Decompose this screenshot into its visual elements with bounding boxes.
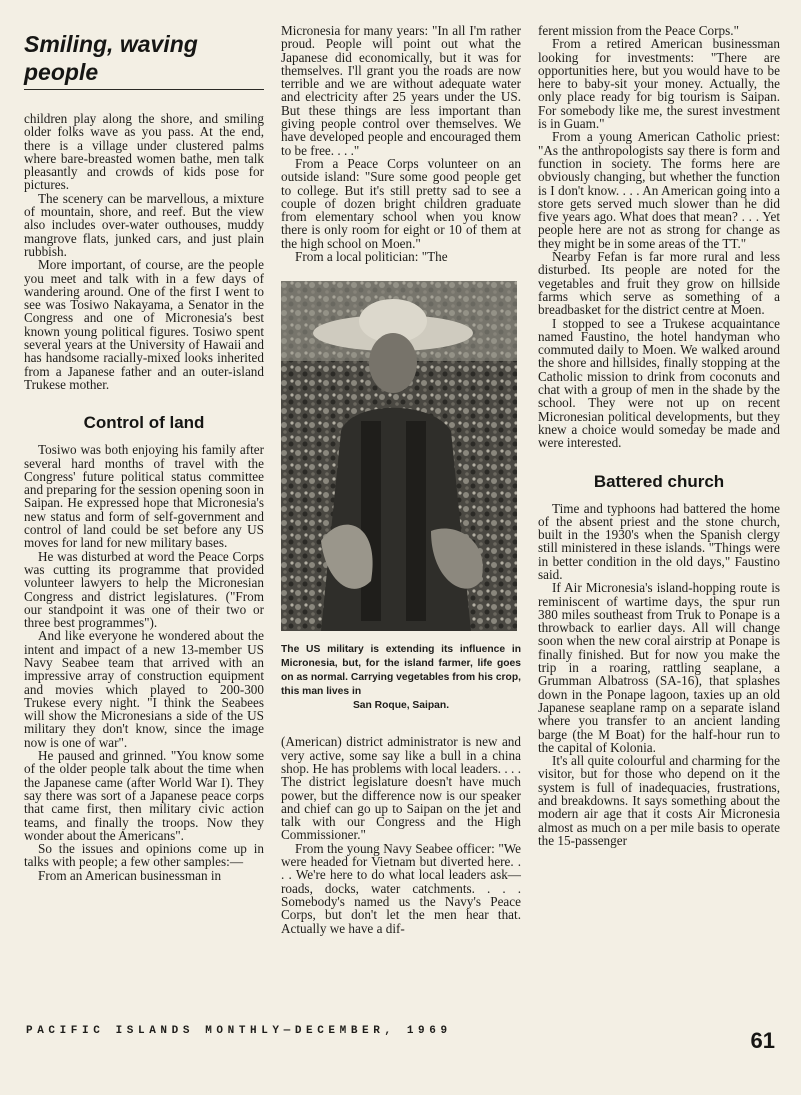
paragraph: It's all quite colourful and charming for the visitor, but for those who depend on it the system is full of inadequacies, frustrations, and breakdowns. It says something about the modern air age that it costs Air Micronesia almost as much on a per mile basis to operate the 15-passenger	[538, 753, 780, 848]
paragraph: I stopped to see a Trukese acquaintance named Faustino, the hotel handyman who commuted daily to Moen. We walked around the shore and hillsides, finally stopping at the Catholic mission to drink from coconuts and chat with a group of men in the shade by the school. They were not up on recent Micronesian political developments, but they knew a choice would someday be made and were interested.	[538, 315, 780, 451]
publication-footer: PACIFIC ISLANDS MONTHLY—DECEMBER, 1969	[26, 1025, 452, 1037]
farmer-photo	[281, 281, 517, 631]
paragraph: From an American businessman in	[38, 867, 222, 883]
paragraph: If Air Micronesia's island-hopping route is reminiscent of wartime days, the spur run 380 miles southeast from Truk to Ponape is a throwback to earlier days. All will change soon when the new coral airstrip at Ponape is finally finished. But for now you make the trip in a roaring, rattling seaplane, a Grumman Albatross (SA-16), that splashes down in the Ponape lagoon, taxies up an old Japanese seaplane ramp on a separate island where you transfer to an ancient landing barge (the M Boat) for the half-hour run to the capital of Kolonia.	[538, 580, 780, 755]
column-2	[281, 24, 521, 935]
paragraph: From a retired American businessman looking for investments: "There are opportunities here, but you would have to be here to baby-sit your money. Actually, the only place ready for big tourism is Saipan. For somebody like me, the surest investment is in Guam."	[538, 36, 780, 132]
paragraph: More important, of course, are the people you meet and talk with in a few days of wandering around. One of the first I went to see was Tosiwo Nakayama, a Senator in the Congress and one of Micronesia's best known young political figures. Tosiwo spent several years at the University of Hawaii and has handsome racially-mixed looks inherited from a Japanese father and an outer-island Trukese mother.	[24, 257, 264, 392]
paragraph: The scenery can be marvellous, a mixture of mountain, shore, and reef. But the view also includes over-water outhouses, muddy mangrove flats, junked cars, and just plain rubbish.	[24, 190, 264, 259]
column-1	[24, 24, 264, 882]
article-headline: Smiling, waving people	[24, 31, 198, 85]
paragraph: So the issues and opinions come up in talks with people; a few other samples:—	[24, 841, 264, 870]
photo-caption	[281, 643, 521, 713]
paragraph: He was disturbed at word the Peace Corps was cutting its programme that provided volunteer lawyers to help the Micronesian Congress and district legislatures. ("From our standpoint it was one of their two or three best programmes").	[24, 548, 264, 631]
page-number: 61	[750, 1028, 775, 1053]
caption-location: San Roque, Saipan.	[352, 700, 450, 712]
caption-text: The US military is extending its influence in Micronesia, but, for the island farmer, life goes on as normal. Carrying vegetables from his crop, this man lives in	[281, 644, 521, 698]
paragraph: And like everyone he wondered about the intent and impact of a new 13-member US Navy Seabee team that arrived with an impressive array of construction equipment and movies which played to 200-300 Trukese every night. "I think the Seabees will show the Micronesians a side of the US military they don't know, since the image now is one of war".	[24, 628, 264, 750]
paragraph: From a local politician: "The	[295, 249, 448, 265]
column-3	[538, 24, 780, 847]
paragraph: From a young American Catholic priest: "As the anthropologists say there is form and function in society. The forms here are obviously changing, but whether the function is I don't know. . . . An American going into a store gets served much slower than he did five years ago. What does that mean? . . . Yet people here are not as strong for change as they might be in some areas of the TT."	[538, 129, 780, 251]
subheading-control-of-land: Control of land	[83, 413, 205, 433]
paragraph: Tosiwo was both enjoying his family after several hard months of travel with the Congress' future political status committee and preparing for the session opening soon in Saipan. He expressed hope that Micronesia's new status and form of self-government and control of land could be set before any US moves for land for new military bases.	[24, 442, 264, 551]
paragraph: He paused and grinned. "You know some of the older people talk about the time when the Japanese came (after World War I). They say there was sort of a Japanese peace corps that came first, then military civic action teams, and finally the troops. Now they wonder about the Americans".	[24, 748, 264, 843]
paragraph: From a Peace Corps volunteer on an outside island: "Sure some good people get to college. But it's still pretty sad to see a couple of dozen bright children graduate from elementary school when you know there is only room for eight or 10 of them at the high school on Moen."	[281, 155, 521, 251]
paragraph: children play along the shore, and smiling older folks wave as you pass. At the end, there is a village under clustered palms where bare-breasted women bathe, men talk pleasantly and crowds of kids pose for pictures.	[24, 111, 264, 193]
paragraph: Micronesia for many years: "In all I'm rather proud. People will point out what the Japanese did economically, but it was for themselves. I'll grant you the roads are now terrible and we are without adequate water and electricity after 25 years under the US. But these things are less important than giving people control over themselves. We have developed people and encouraged them to be free. . . ."	[281, 23, 521, 158]
paragraph: (American) district administrator is new and very active, some say like a bull in a china shop. He has problems with local leaders. . . . The district legislature doesn't have much power, but the difference now is our speaker and chief can go up to Saipan on the jet and talk with our Congress and the High Commissioner."	[281, 734, 521, 843]
subheading-battered-church: Battered church	[593, 471, 725, 491]
headline-rule	[24, 89, 264, 90]
paragraph: ferent mission from the Peace Corps."	[538, 23, 739, 38]
paragraph: Time and typhoons had battered the home of the absent priest and the stone church, built in the 1930's when the Spanish clergy still ministered in these islands. "Things were in better condition in the old days," Faustino said.	[538, 500, 780, 582]
paragraph: Nearby Fefan is far more rural and less disturbed. Its people are noted for the vegetables and fruit they grow on hillside farms which serve as something of a breadbasket for the district centre at Moen.	[538, 249, 780, 318]
paragraph: From the young Navy Seabee officer: "We were headed for Vietnam but diverted here. . . . We're here to do what local leaders ask—roads, docks, water catchments. . . . Somebody's named us the Navy's Peace Corps, but don't let the men hear that. Actually we have a dif-	[281, 840, 521, 936]
